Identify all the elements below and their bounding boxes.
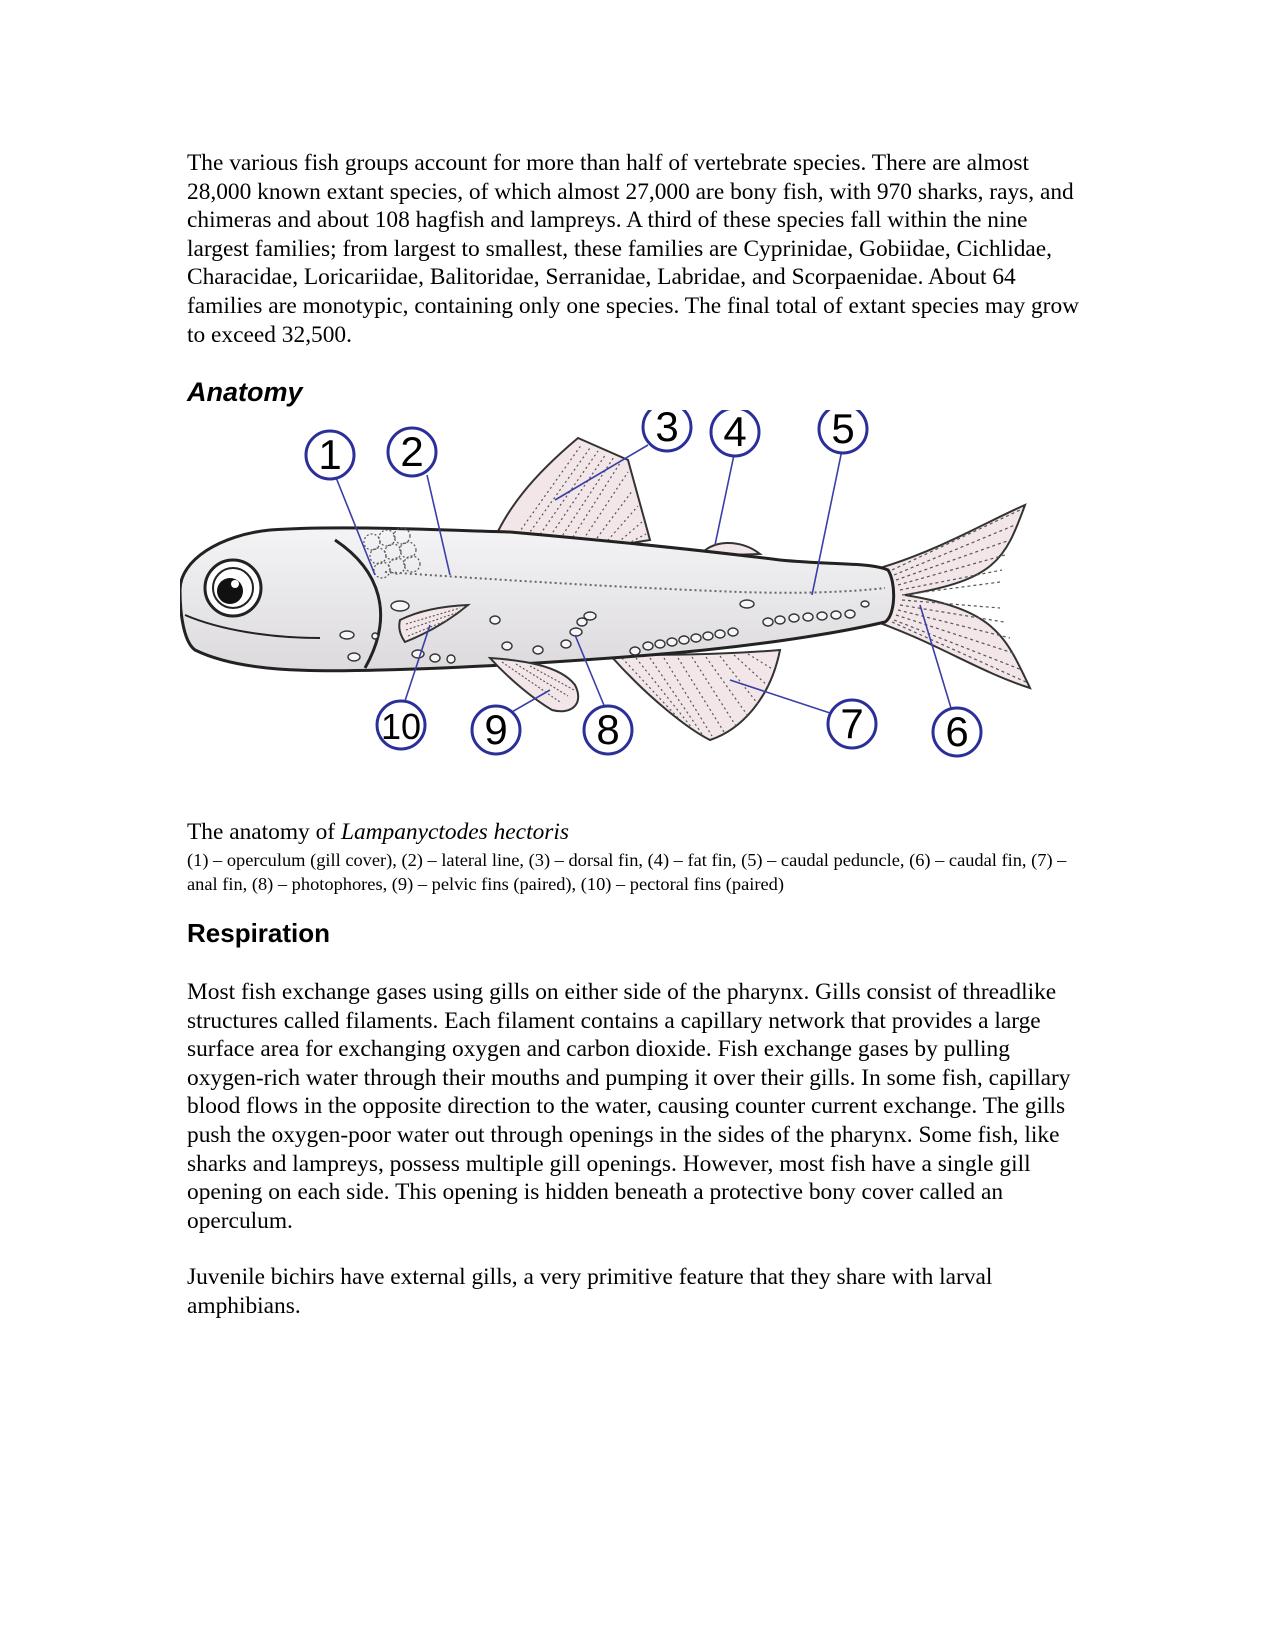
figure-label-10: 10 (380, 706, 422, 747)
pelvic-fin (490, 658, 578, 711)
figure-label-9: 9 (484, 706, 508, 753)
figure-label-6: 6 (945, 708, 969, 755)
caption-prefix: The anatomy of (187, 819, 341, 845)
respiration-heading: Respiration (187, 918, 331, 948)
caudal-fin (880, 505, 1030, 688)
intro-paragraph: The various fish groups account for more than half of vertebrate species. There are almost 28,000 known extant species, of which almost 27,000 are bony fish, with 970 sharks, rays, and chimeras and about 108 hagfish and lampreys. A third of these species fall within the nine largest families; from largest to smallest, these families are Cyprinidae, Gobiidae, Cichlidae, Characidae, Loricariidae, Balitoridae, Serranidae, Labridae, and Scorpaenidae. About 64 families are monotypic, containing only one species. The final total of extant species may grow to exceed 32,500. (187, 150, 1080, 348)
figure-caption-legend: (1) – operculum (gill cover), (2) – lateral line, (3) – dorsal fin, (4) – fat fin, (5) – caudal peduncle, (6) – caudal fin, (7) – anal fin, (8) – photophores, (9) – pelvic fins (paired), (10) – pectoral fins (paired) (187, 850, 1067, 894)
caption-species: Lampanyctodes hectoris (340, 819, 569, 845)
eye (205, 560, 261, 616)
anal-fin (610, 650, 780, 740)
respiration-paragraph-2: Juvenile bichirs have external gills, a very primitive feature that they share with larval amphibians. (187, 1264, 993, 1319)
figure-label-3: 3 (655, 410, 679, 450)
figure-label-1: 1 (318, 431, 342, 478)
figure-label-4: 4 (723, 410, 747, 455)
figure-label-2: 2 (400, 428, 424, 475)
figure-caption-title (187, 818, 569, 846)
figure-label-7: 7 (840, 700, 864, 747)
fish-anatomy-figure (180, 410, 1080, 795)
anatomy-heading: Anatomy (187, 377, 303, 407)
figure-label-8: 8 (596, 706, 620, 753)
figure-label-5: 5 (831, 410, 855, 452)
respiration-paragraph-1: Most fish exchange gases using gills on either side of the pharynx. Gills consist of threadlike structures called filaments. Each filament contains a capillary network that provides a large surface area for exchanging oxygen and carbon dioxide. Fish exchange gases by pulling oxygen-rich water through their mouths and pumping it over their gills. In some fish, capillary blood flows in the opposite direction to the water, causing counter current exchange. The gills push the oxygen-poor water out through openings in the sides of the pharynx. Some fish, like sharks and lampreys, possess multiple gill openings. However, most fish have a single gill opening on each side. This opening is hidden beneath a protective bony cover called an operculum. (187, 979, 1071, 1234)
